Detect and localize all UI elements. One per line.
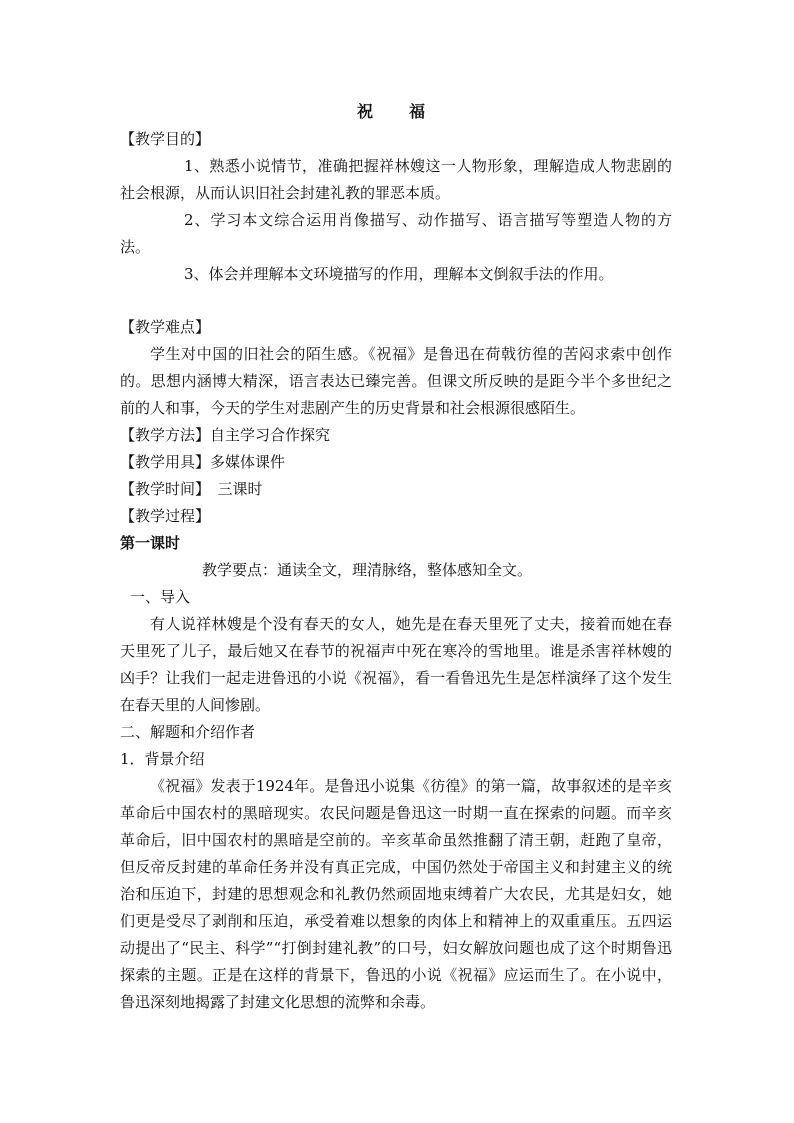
page-title: 祝 福 bbox=[356, 102, 435, 121]
background-heading: 1．背景介绍 bbox=[120, 750, 205, 768]
document-body bbox=[120, 100, 672, 1016]
intro-heading: 一、导入 bbox=[130, 588, 191, 606]
objective-item-2: 2、学习本文综合运用肖像描写、动作描写、语言描写等塑造人物的方法。 bbox=[120, 211, 672, 256]
objective-item-1: 1、熟悉小说情节，准确把握祥林嫂这一人物形象，理解造成人物悲剧的社会根源，从而认识旧社会封建礼教的罪恶本质。 bbox=[120, 157, 672, 202]
intro-text: 有人说祥林嫂是个没有春天的女人，她先是在春天里死了丈夫，接着而她在春天里死了儿子，最后她又在春节的祝福声中死在寒冷的雪地里。谁是杀害祥林嫂的凶手？让我们一起走进鲁迅的小说《祝福》，看一看鲁迅先生是怎样演绎了这个发生在春天里的人间惨剧。 bbox=[120, 615, 672, 714]
section2-heading: 二、解题和介绍作者 bbox=[120, 723, 256, 741]
difficulties-text: 学生对中国的旧社会的陌生感。《祝福》是鲁迅在荷戟彷徨的苦闷求索中创作的。思想内涵博大精深，语言表达已臻完善。但课文所反映的是距今半个多世纪之前的人和事，今天的学生对悲剧产生的历史背景和社会根源很感陌生。 bbox=[120, 345, 672, 417]
objective-item-3: 3、体会并理解本文环境描写的作用，理解本文倒叙手法的作用。 bbox=[184, 265, 614, 283]
process-heading: 【教学过程】 bbox=[120, 507, 211, 525]
background-text: 《祝福》发表于1924年。是鲁迅小说集《彷徨》的第一篇，故事叙述的是辛亥革命后中国农村的黑暗现实。农民问题是鲁迅这一时期一直在探索的问题。而辛亥革命后，旧中国农村的黑暗是空前的。辛亥革命虽然推翻了清王朝，赶跑了皇帝，但反帝反封建的革命任务并没有真正完成，中国仍然处于帝国主义和封建主义的统治和压迫下，封建的思想观念和礼教仍然顽固地束缚着广大农民，尤其是妇女，她们更是受尽了剥削和压迫，承受着难以想象的肉体上和精神上的双重重压。五四运动提出了“民主、科学”“打倒封建礼教”的口号，妇女解放问题也成了这个时期鲁迅探索的主题。正是在这样的背景下，鲁迅的小说《祝福》应运而生了。在小说中，鲁迅深刻地揭露了封建文化思想的流弊和余毒。 bbox=[120, 777, 672, 1011]
lesson-focus: 教学要点：通读全文，理清脉络，整体感知全文。 bbox=[202, 561, 533, 579]
spacer bbox=[120, 288, 672, 314]
objectives-heading: 【教学目的】 bbox=[120, 130, 211, 148]
teaching-tools: 【教学用具】多媒体课件 bbox=[120, 453, 286, 471]
teaching-time: 【教学时间】 三课时 bbox=[120, 480, 263, 498]
lesson-title: 第一课时 bbox=[120, 534, 181, 552]
difficulties-heading: 【教学难点】 bbox=[120, 318, 211, 336]
teaching-method: 【教学方法】自主学习合作探究 bbox=[120, 426, 331, 444]
